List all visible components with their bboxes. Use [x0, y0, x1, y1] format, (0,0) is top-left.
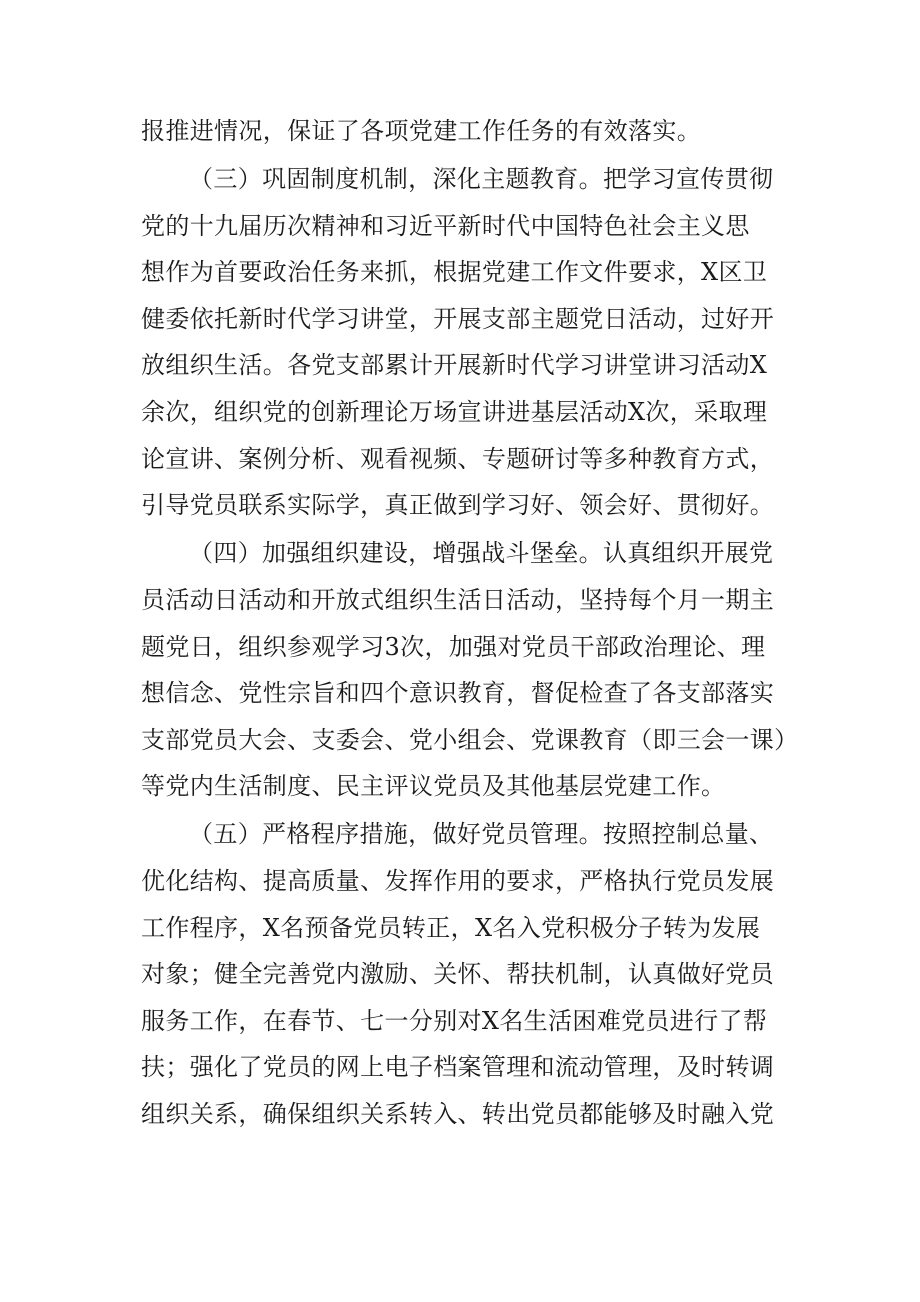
text-line: 支部党员大会、支委会、党小组会、党课教育（即三会一课）	[141, 725, 799, 754]
paragraph	[141, 530, 799, 810]
text-line: 组织关系，确保组织关系转入、转出党员都能够及时融入党	[141, 1099, 775, 1128]
text-line: 余次，组织党的创新理论万场宣讲进基层活动X次，采取理	[141, 398, 768, 427]
text-line: 等党内生活制度、民主评议党员及其他基层党建工作。	[141, 772, 726, 801]
text-line: 工作程序，X名预备党员转正，X名入党积极分子转为发展	[141, 913, 761, 942]
text-line: 题党日，组织参观学习3次，加强对党员干部政治理论、理	[141, 632, 766, 661]
text-line: 优化结构、提高质量、发挥作用的要求，严格执行党员发展	[141, 867, 775, 895]
text-line: 报推进情况，保证了各项党建工作任务的有效落实。	[141, 117, 702, 145]
text-line: 党的十九届历次精神和习近平新时代中国特色社会主义思	[141, 211, 750, 240]
text-line: 对象；健全完善党内激励、关怀、帮扶机制，认真做好党员	[141, 960, 775, 989]
document-body	[141, 108, 799, 1138]
text-line: 想作为首要政治任务来抓，根据党建工作文件要求，X区卫	[141, 258, 768, 287]
text-line: 服务工作，在春节、七一分别对X名生活困难党员进行了帮	[141, 1006, 768, 1035]
text-line: 员活动日活动和开放式组织生活日活动，坚持每个月一期主	[141, 585, 775, 614]
text-line: 想信念、党性宗旨和四个意识教育，督促检查了各支部落实	[141, 679, 775, 708]
text-line: （四）加强组织建设，增强战斗堡垒。认真组织开展党	[189, 539, 774, 568]
text-line: 放组织生活。各党支部累计开展新时代学习讲堂讲习活动X	[141, 351, 768, 380]
text-line: （五）严格程序措施，做好党员管理。按照控制总量、	[189, 820, 774, 849]
paragraph	[141, 811, 781, 1137]
text-line: （三）巩固制度机制，深化主题教育。把学习宣传贯彻	[189, 165, 774, 194]
text-line: 论宣讲、案例分析、观看视频、专题研讨等多种教育方式，	[141, 444, 775, 473]
text-line: 引导党员联系实际学，真正做到学习好、领会好、贯彻好。	[141, 491, 775, 520]
text-line: 扶；强化了党员的网上电子档案管理和流动管理，及时转调	[141, 1053, 775, 1082]
paragraph	[141, 108, 781, 155]
text-line: 健委依托新时代学习讲堂，开展支部主题党日活动，过好开	[141, 304, 775, 333]
paragraph	[141, 156, 781, 529]
